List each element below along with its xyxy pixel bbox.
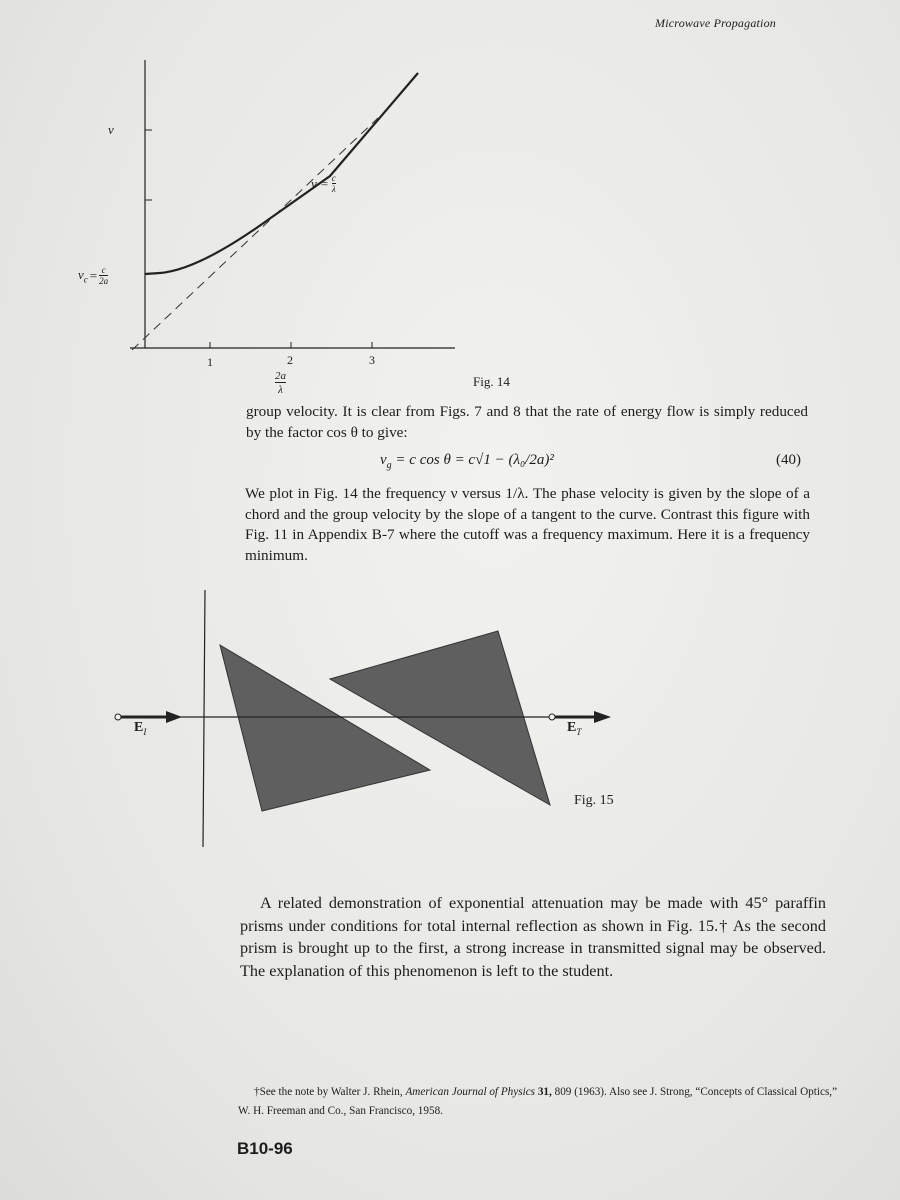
- equation-number: (40): [776, 452, 801, 468]
- fig14-dispersion-curve: [145, 73, 418, 274]
- fig14-cutoff-frac: $\frac{c}{2a}$: [99, 265, 109, 286]
- fig14-x-tick-label: 2: [287, 353, 293, 367]
- fig15-diagram: [100, 585, 640, 865]
- equation-40: $v_g = c$ cos θ = c√1 − (λ₀/2a)²: [380, 452, 554, 471]
- fig15-incident-origin: [115, 714, 121, 720]
- paragraph-prism-demonstration: A related demonstration of exponential attenuation may be made with 45° paraffin prisms under conditions for total internal reflection as shown in Fig. 15.† As the second prism is brought up to the first, a strong increase in transmitted signal may be observed. The explanation of this phenomenon is left to the student.: [240, 894, 826, 980]
- fig14-x-axis-label: 2a λ: [275, 370, 286, 396]
- paragraph-group-velocity: group velocity. It is clear from Figs. 7 and 8 that the rate of energy flow is simply reduced by the factor cos θ to give:: [246, 403, 808, 441]
- fig15-incident-arrowhead: [166, 711, 182, 723]
- fig14-y-axis-label: ν: [108, 122, 114, 137]
- fig14-x-tick-label: 3: [369, 353, 375, 367]
- fig15-caption: Fig. 15: [574, 793, 614, 808]
- fig14-caption: Fig. 14: [473, 374, 510, 389]
- fig15-transmitted-label: $E_T$: [567, 720, 582, 737]
- fig14-cutoff-eq: =: [89, 268, 98, 283]
- page-number: B10-96: [237, 1139, 293, 1158]
- fig14-cutoff-label: [78, 266, 108, 286]
- footnote-volume: 31,: [535, 1086, 552, 1098]
- fig14-asymptote: [132, 118, 378, 350]
- running-head: Microwave Propagation: [655, 16, 776, 30]
- fig14-cutoff-lhs: $\nu_c$: [78, 267, 88, 285]
- footnote: †See the note by Walter J. Rhein, American Journal of Physics 31, 809 (1963). Also see J. Strong, “Concepts of Classical Optics,” W. H. Freeman and Co., San Francisco, 1958.: [238, 1086, 838, 1117]
- footnote-journal: American Journal of Physics: [405, 1086, 536, 1098]
- fig14-asymptote-label: ν = $\frac{c}{\lambda}$: [311, 173, 336, 194]
- paragraph-fig14-description: We plot in Fig. 14 the frequency ν versus 1/λ. The phase velocity is given by the slope of a chord and the group velocity by the slope of a tangent to the curve. Contrast this figure with Fig. 11 in Appendix B-7 where the cutoff was a frequency maximum. Here it is a frequency minimum.: [245, 485, 810, 564]
- fig15-incident-label: $E_I$: [134, 720, 147, 737]
- fig15-vertical-line: [203, 590, 205, 847]
- fig14-plot: [60, 50, 540, 410]
- fig15-transmitted-arrowhead: [594, 711, 611, 723]
- fig15-transmitted-origin: [549, 714, 555, 720]
- fig14-x-tick-label: 1: [207, 355, 213, 369]
